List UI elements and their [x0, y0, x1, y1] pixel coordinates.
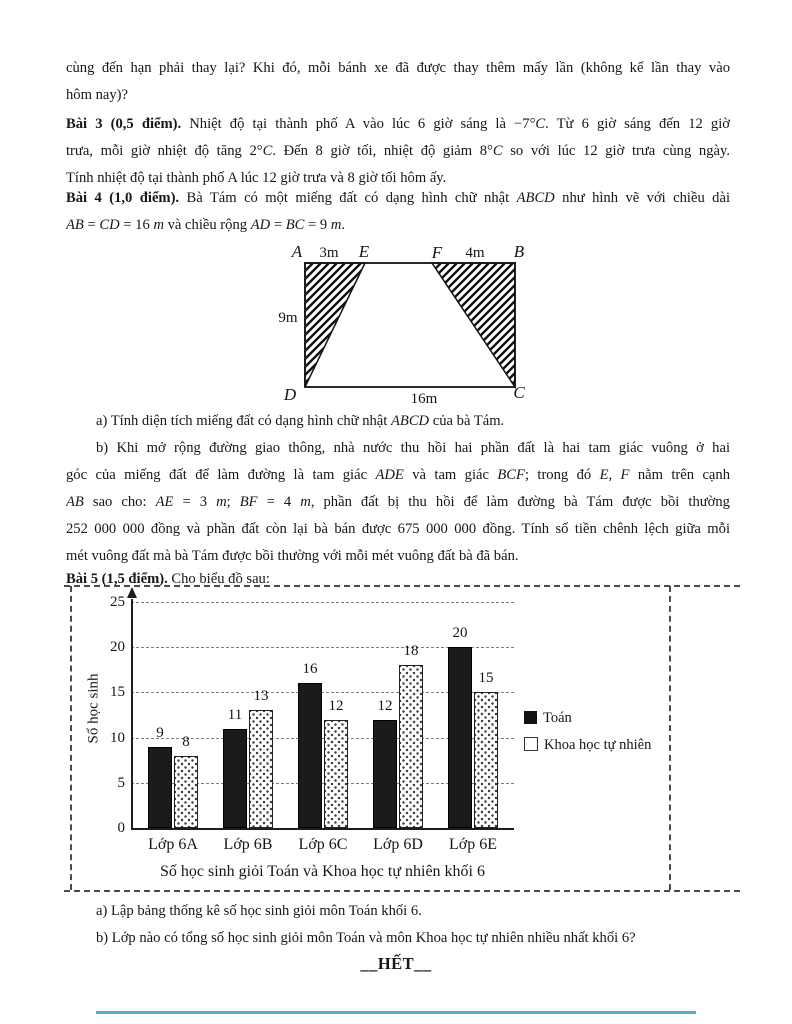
bar-chart-panel [64, 585, 740, 892]
dim-label-dc: 16m [410, 391, 438, 407]
y-axis-title: Số học sinh [85, 673, 102, 744]
gridline [131, 602, 514, 603]
y-tick-label: 5 [117, 775, 125, 791]
y-tick-label: 25 [110, 594, 125, 610]
chart-bar [324, 720, 348, 828]
text-line: 252 000 000 đồng và phần đất còn lại bà bán được 675 000 000 đồng. Tính số tiền chênh lệch giữa mỗi [66, 521, 730, 537]
y-tick-label: 0 [117, 820, 125, 836]
chart-legend [524, 705, 651, 759]
text-line: Tính nhiệt độ tại thành phố A lúc 12 giờ trưa và 8 giờ tối hôm ấy. [66, 170, 447, 186]
chart-bar [174, 756, 198, 828]
bottom-scan-rule [96, 1011, 696, 1014]
text-line: mét vuông đất mà bà Tám được bồi thường với mỗi mét vuông đất bà đã bán. [66, 548, 519, 564]
text-line: a) Tính diện tích miếng đất có dạng hình chữ nhật ABCD của bà Tám. [96, 413, 505, 429]
chart-bar [399, 665, 423, 828]
x-category-label: Lớp 6D [373, 836, 423, 853]
y-tick-label: 10 [110, 730, 125, 746]
dim-label-ae: 3m [319, 245, 339, 261]
vertex-label-f: F [431, 243, 443, 262]
chart-bar [474, 692, 498, 828]
bar-value-label: 12 [328, 698, 344, 714]
text-line: hôm nay)? [66, 87, 129, 103]
paragraph-bai5_item_b [66, 925, 730, 952]
legend-item-khtn [524, 732, 651, 759]
y-axis-arrow-icon [127, 587, 137, 598]
legend-item-toan [524, 705, 651, 732]
x-category-label: Lớp 6A [148, 836, 198, 853]
x-category-label: Lớp 6B [223, 836, 273, 853]
text-line: AB sao cho: AE = 3 m; BF = 4 m, phần đất bị thu hồi để làm đường bà Tám được bồi thường [66, 494, 730, 510]
text-line: a) Lập bảng thống kê số học sinh giỏi môn Toán khối 6. [96, 903, 422, 919]
chart-title: Số học sinh giỏi Toán và Khoa học tự nhiên khối 6 [160, 863, 485, 880]
x-axis-line [131, 828, 514, 830]
paragraph-bai5_item_a [66, 898, 730, 925]
bar-value-label: 16 [302, 661, 318, 677]
hatched-triangle-ade [305, 263, 365, 387]
text-line: cùng đến hạn phải thay lại? Khi đó, mỗi bánh xe đã được thay thêm mấy lần (không kể lần thay vào [66, 60, 730, 76]
legend-swatch-open-icon [524, 737, 538, 751]
paragraph-intro [66, 55, 730, 109]
vertex-label-a: A [291, 242, 303, 261]
bar-value-label: 8 [182, 734, 190, 750]
chart-bar [223, 729, 247, 828]
text-line: b) Lớp nào có tổng số học sinh giỏi môn Toán và môn Khoa học tự nhiên nhiều nhất khối 6? [96, 930, 636, 946]
dim-label-fb: 4m [465, 245, 485, 261]
bar-value-label: 12 [377, 698, 393, 714]
land-plot-figure [270, 236, 550, 411]
end-marker: __HẾT__ [360, 954, 432, 973]
chart-bar [249, 710, 273, 828]
text-line: Bài 3 (0,5 điểm). Nhiệt độ tại thành phố A vào lúc 6 giờ sáng là −7°C. Từ 6 giờ sáng đến 12 giờ [66, 116, 730, 132]
chart-bar [373, 720, 397, 828]
y-tick-label: 20 [110, 639, 125, 655]
hatched-triangle-bfc [432, 263, 515, 387]
bar-value-label: 11 [227, 707, 243, 723]
text-line: AB = CD = 16 m và chiều rộng AD = BC = 9 m. [66, 217, 346, 233]
vertex-label-b: B [513, 242, 525, 261]
text-line: Bài 5 (1,5 điểm). Cho biểu đồ sau: [66, 571, 270, 587]
text-line: b) Khi mở rộng đường giao thông, nhà nước thu hồi hai phần đất là hai tam giác vuông ở hai [96, 440, 730, 456]
bar-value-label: 20 [452, 625, 468, 641]
x-category-label: Lớp 6C [298, 836, 348, 853]
bar-value-label: 18 [403, 643, 419, 659]
text-line: trưa, mỗi giờ nhiệt độ tăng 2°C. Đến 8 giờ tối, nhiệt độ giảm 8°C so với lúc 12 giờ trưa cùng ngày. [66, 143, 730, 159]
paragraph-bai3 [66, 111, 730, 192]
paragraph-bai4 [66, 185, 730, 239]
vertex-label-d: D [283, 385, 297, 404]
legend-label: Khoa học tự nhiên [544, 737, 652, 753]
bar-value-label: 13 [253, 688, 269, 704]
bar-value-label: 15 [478, 670, 494, 686]
legend-label: Toán [543, 710, 572, 726]
y-tick-label: 15 [110, 684, 125, 700]
bar-value-label: 9 [156, 725, 164, 741]
text-line: góc của miếng đất để làm đường là tam giác ADE và tam giác BCF; trong đó E, F nằm trên cạnh [66, 467, 730, 483]
dim-label-ad: 9m [278, 310, 298, 326]
legend-swatch-filled-icon [524, 711, 537, 724]
paragraph-bai4_item_a [66, 408, 730, 435]
vertex-label-c: C [513, 383, 525, 402]
x-category-label: Lớp 6E [448, 836, 497, 853]
chart-bar [148, 747, 172, 828]
paragraph-bai4_item_b [66, 435, 730, 570]
y-axis-line [131, 599, 133, 828]
vertex-label-e: E [358, 242, 370, 261]
text-line: Bài 4 (1,0 điểm). Bà Tám có một miếng đất có dạng hình chữ nhật ABCD như hình vẽ với chiều dài [66, 190, 730, 206]
